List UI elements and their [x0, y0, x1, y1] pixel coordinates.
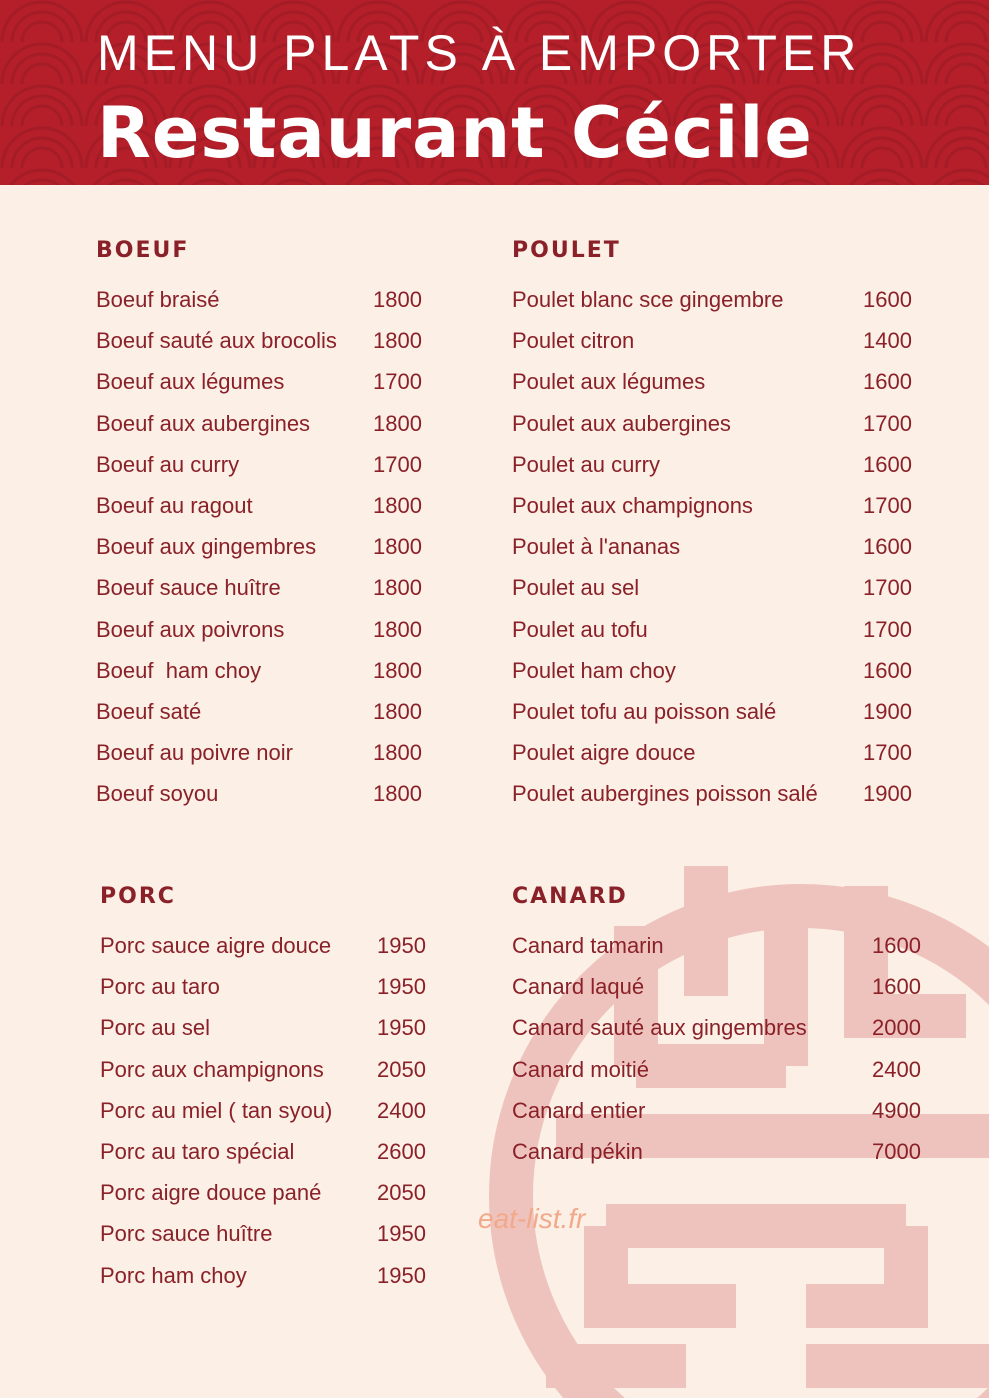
menu-item — [96, 532, 436, 573]
menu-item — [100, 931, 440, 972]
item-price: 1800 — [373, 657, 422, 683]
item-name: Poulet au tofu — [512, 616, 648, 642]
item-price: 1700 — [373, 369, 422, 395]
item-name: Poulet à l'ananas — [512, 534, 681, 560]
menu-item — [96, 738, 436, 779]
item-name: Porc au taro — [100, 974, 220, 1000]
item-name: Boeuf au poivre noir — [96, 740, 293, 766]
item-name: Poulet blanc sce gingembre — [512, 287, 784, 312]
menu-item — [512, 1013, 942, 1054]
item-name: Boeuf au curry — [96, 451, 240, 477]
header-banner — [0, 0, 989, 185]
item-name: Porc aux champignons — [100, 1056, 324, 1082]
item-price: 1600 — [863, 534, 912, 560]
item-name: Canard moitié — [512, 1056, 649, 1082]
menu-item — [512, 697, 932, 738]
item-name: Poulet aubergines poisson salé — [512, 781, 818, 807]
item-price: 1600 — [863, 287, 912, 312]
item-name: Poulet au curry — [512, 451, 660, 477]
item-name: Poulet tofu au poisson salé — [512, 698, 777, 724]
item-name: Porc au sel — [100, 1015, 211, 1041]
item-name: Porc ham choy — [100, 1262, 247, 1288]
item-price: 1950 — [377, 1262, 426, 1288]
item-price: 1700 — [373, 451, 422, 477]
item-name: Poulet aux légumes — [512, 369, 706, 395]
item-name: Boeuf aux légumes — [96, 369, 285, 395]
item-name: Canard pékin — [512, 1138, 643, 1164]
item-name: Porc au miel ( tan syou) — [100, 1097, 333, 1123]
item-price: 2400 — [377, 1097, 426, 1123]
item-price: 1800 — [373, 534, 422, 560]
item-name: Poulet ham choy — [512, 657, 676, 683]
menu-list-canard — [512, 931, 942, 1178]
item-price: 1700 — [863, 616, 912, 642]
menu-item — [96, 697, 436, 738]
menu-item — [96, 779, 436, 820]
item-price: 4900 — [872, 1097, 921, 1123]
item-price: 1800 — [373, 410, 422, 436]
item-name: Poulet aux champignons — [512, 492, 753, 518]
item-name: Boeuf aux poivrons — [96, 616, 285, 642]
menu-item — [512, 1055, 942, 1096]
item-name: Porc aigre douce pané — [100, 1180, 322, 1206]
menu-item — [96, 326, 436, 367]
item-name: Boeuf au ragout — [96, 492, 253, 518]
item-name: Poulet citron — [512, 328, 635, 354]
item-name: Poulet aigre douce — [512, 740, 696, 766]
menu-item — [100, 1137, 440, 1178]
menu-item — [100, 1055, 440, 1096]
item-price: 1800 — [373, 616, 422, 642]
item-name: Boeuf sauté aux brocolis — [96, 328, 337, 354]
section-heading-poulet: POULET — [512, 238, 621, 263]
item-price: 1600 — [863, 451, 912, 477]
menu-item — [96, 573, 436, 614]
menu-item — [100, 1219, 440, 1260]
item-price: 2400 — [872, 1056, 921, 1082]
menu-item — [512, 409, 932, 450]
menu-item — [512, 738, 932, 779]
menu-item — [96, 367, 436, 408]
menu-item — [100, 972, 440, 1013]
restaurant-title: Restaurant Cécile — [97, 92, 813, 174]
menu-item — [512, 532, 932, 573]
item-price: 1600 — [872, 933, 921, 958]
menu-item — [100, 1261, 440, 1302]
item-name: Canard sauté aux gingembres — [512, 1015, 807, 1041]
item-price: 1700 — [863, 575, 912, 601]
menu-list-boeuf — [96, 285, 436, 820]
menu-item — [512, 573, 932, 614]
menu-item — [512, 1137, 942, 1178]
menu-item — [512, 615, 932, 656]
item-price: 1900 — [863, 698, 912, 724]
menu-item — [512, 656, 932, 697]
section-heading-canard: CANARD — [512, 884, 628, 909]
item-price: 1600 — [863, 369, 912, 395]
item-name: Poulet aux aubergines — [512, 410, 731, 436]
item-name: Porc sauce huître — [100, 1221, 273, 1247]
menu-item — [512, 367, 932, 408]
item-price: 1800 — [373, 575, 422, 601]
item-price: 1950 — [377, 933, 426, 958]
item-price: 1700 — [863, 740, 912, 766]
item-price: 1800 — [373, 492, 422, 518]
item-price: 1600 — [863, 657, 912, 683]
item-name: Boeuf braisé — [96, 287, 220, 312]
item-name: Boeuf ham choy — [96, 657, 262, 683]
item-name: Boeuf sauce huître — [96, 575, 281, 601]
item-price: 7000 — [872, 1138, 921, 1164]
item-price: 2050 — [377, 1056, 426, 1082]
item-name: Canard entier — [512, 1097, 646, 1123]
menu-item — [100, 1178, 440, 1219]
item-price: 1900 — [863, 781, 912, 807]
item-name: Canard tamarin — [512, 933, 664, 958]
menu-list-poulet — [512, 285, 932, 820]
item-price: 1700 — [863, 410, 912, 436]
item-name: Poulet au sel — [512, 575, 640, 601]
item-name: Porc sauce aigre douce — [100, 933, 332, 958]
menu-item — [96, 409, 436, 450]
item-name: Boeuf aux gingembres — [96, 534, 317, 560]
item-price: 1800 — [373, 698, 422, 724]
item-price: 2050 — [377, 1180, 426, 1206]
item-name: Porc au taro spécial — [100, 1138, 295, 1164]
menu-item — [96, 285, 436, 326]
menu-item — [96, 450, 436, 491]
item-price: 1800 — [373, 781, 422, 807]
item-price: 1800 — [373, 287, 422, 312]
item-price: 1600 — [872, 974, 921, 1000]
item-price: 1700 — [863, 492, 912, 518]
menu-item — [512, 972, 942, 1013]
item-price: 1950 — [377, 1221, 426, 1247]
menu-subtitle: MENU PLATS À EMPORTER — [97, 25, 862, 81]
item-name: Canard laqué — [512, 974, 645, 1000]
item-price: 1400 — [863, 328, 912, 354]
section-heading-porc: PORC — [100, 884, 176, 909]
item-price: 2600 — [377, 1138, 426, 1164]
item-price: 1950 — [377, 974, 426, 1000]
menu-item — [100, 1096, 440, 1137]
menu-item — [96, 656, 436, 697]
menu-item — [96, 491, 436, 532]
menu-item — [100, 1013, 440, 1054]
item-name: Boeuf aux aubergines — [96, 410, 311, 436]
menu-item — [512, 1096, 942, 1137]
item-price: 1950 — [377, 1015, 426, 1041]
menu-item — [512, 450, 932, 491]
menu-item — [512, 326, 932, 367]
item-name: Boeuf saté — [96, 698, 202, 724]
section-heading-boeuf: BOEUF — [96, 238, 190, 263]
item-price: 1800 — [373, 328, 422, 354]
menu-item — [512, 491, 932, 532]
item-name: Boeuf soyou — [96, 781, 219, 807]
menu-list-porc — [100, 931, 440, 1302]
item-price: 2000 — [872, 1015, 921, 1041]
menu-item — [96, 615, 436, 656]
item-price: 1800 — [373, 740, 422, 766]
menu-item — [512, 779, 932, 820]
menu-item — [512, 931, 942, 972]
eat-list-watermark: eat-list.fr — [478, 1203, 586, 1234]
menu-item — [512, 285, 932, 326]
